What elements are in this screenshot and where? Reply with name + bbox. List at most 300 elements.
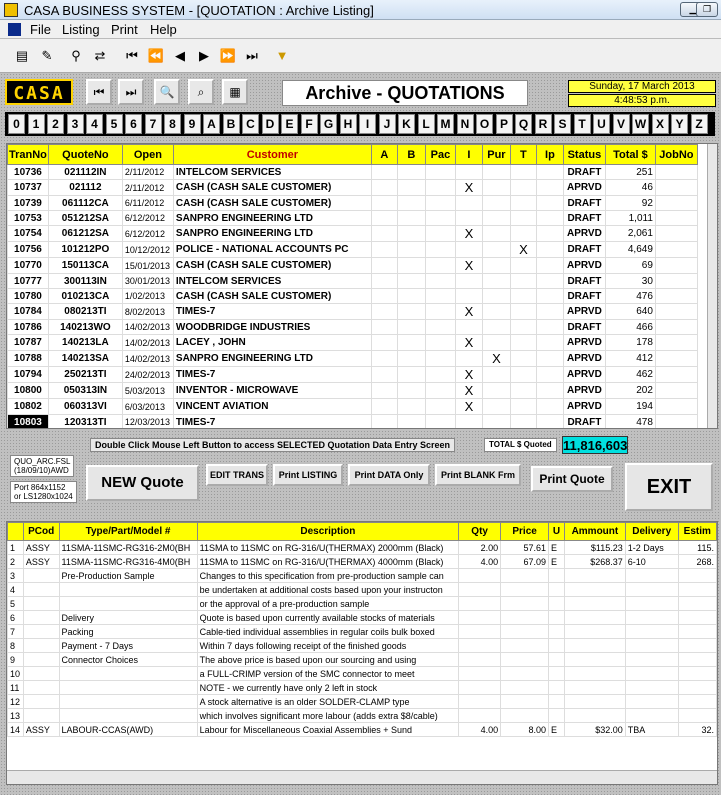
table-cell: WOODBRIDGE INDUSTRIES (173, 320, 371, 335)
lines-header-qty[interactable]: Qty (459, 523, 501, 541)
list-item[interactable] (8, 667, 717, 681)
alpha-filter-p[interactable]: P (496, 114, 513, 134)
table-cell: APRVD (563, 335, 605, 351)
line-cell (565, 653, 626, 667)
table-cell (536, 289, 563, 304)
table-cell: 6/11/2012 (122, 196, 173, 211)
table-cell: INTELCOM SERVICES (173, 165, 371, 180)
line-cell (565, 597, 626, 611)
alpha-filter-g[interactable]: G (320, 114, 337, 134)
table-row[interactable] (8, 289, 698, 304)
calculator-button[interactable]: ▦ (222, 79, 248, 105)
search-button[interactable]: 🔍 (154, 79, 180, 105)
alpha-filter-1[interactable]: 1 (28, 114, 45, 134)
line-cell: Delivery (59, 611, 197, 625)
list-item[interactable] (8, 541, 717, 555)
alpha-filter-n[interactable]: N (457, 114, 474, 134)
table-cell: 140213WO (48, 320, 122, 335)
alpha-index-bar (5, 112, 715, 136)
table-cell: APRVD (563, 367, 605, 383)
table-cell (455, 274, 482, 289)
line-cell (549, 695, 565, 709)
table-cell (482, 258, 510, 274)
grid-header-i[interactable]: I (455, 145, 482, 165)
table-cell (482, 367, 510, 383)
table-cell (536, 242, 563, 258)
line-cell: TBA (625, 723, 678, 737)
line-cell: 6 (8, 611, 24, 625)
table-cell: APRVD (563, 180, 605, 196)
list-item[interactable] (8, 681, 717, 695)
table-cell: 120313TI (48, 415, 122, 430)
line-cell: 2 (8, 555, 24, 569)
alpha-filter-w[interactable]: W (632, 114, 649, 134)
table-cell (397, 211, 425, 226)
table-cell (371, 415, 397, 430)
table-row[interactable] (8, 351, 698, 367)
last-record-icon[interactable]: ⏭ (246, 48, 258, 63)
line-cell (459, 597, 501, 611)
line-cell: Pre-Production Sample (59, 569, 197, 583)
grid-vertical-scrollbar[interactable] (707, 144, 718, 429)
line-cell (678, 625, 716, 639)
table-cell: DRAFT (563, 320, 605, 335)
grid-header-quoteno[interactable]: QuoteNo (48, 145, 122, 165)
prev-page-icon[interactable]: ⏪ (147, 48, 165, 63)
table-cell (655, 211, 697, 226)
lines-header-type-part-model-[interactable]: Type/Part/Model # (59, 523, 197, 541)
zoom-button[interactable]: ⌕ (188, 79, 214, 105)
table-cell: 101212PO (48, 242, 122, 258)
alpha-filter-2[interactable]: 2 (47, 114, 64, 134)
table-row[interactable] (8, 415, 698, 430)
table-cell: 30/01/2013 (122, 274, 173, 289)
grid-header-ip[interactable]: Ip (536, 145, 563, 165)
menu-listing[interactable]: Listing (62, 22, 100, 37)
alpha-filter-e[interactable]: E (281, 114, 298, 134)
minimize-button[interactable]: ▁ (680, 2, 706, 17)
line-cell (59, 695, 197, 709)
alpha-filter-b[interactable]: B (223, 114, 240, 134)
table-cell (536, 304, 563, 320)
alpha-filter-r[interactable]: R (535, 114, 552, 134)
table-cell: SANPRO ENGINEERING LTD (173, 211, 371, 226)
table-cell: 051212SA (48, 211, 122, 226)
alpha-filter-l[interactable]: L (418, 114, 435, 134)
table-cell (536, 320, 563, 335)
find-icon[interactable]: ⚲ (71, 48, 81, 63)
alpha-filter-3[interactable]: 3 (67, 114, 84, 134)
table-cell (536, 226, 563, 242)
line-cell (549, 569, 565, 583)
alpha-filter-v[interactable]: V (613, 114, 630, 134)
resolution-line-1: Port 864x1152 (14, 483, 66, 492)
line-cell: $115.23 (565, 541, 626, 555)
table-cell: DRAFT (563, 196, 605, 211)
line-cell (59, 583, 197, 597)
print-data-button[interactable]: Print DATA Only (348, 464, 430, 486)
table-cell: 140213SA (48, 351, 122, 367)
table-cell: CASH (CASH SALE CUSTOMER) (173, 258, 371, 274)
table-cell (536, 351, 563, 367)
lines-header-ammount[interactable]: Ammount (565, 523, 626, 541)
table-row[interactable] (8, 304, 698, 320)
table-cell: X (455, 367, 482, 383)
table-cell: X (455, 258, 482, 274)
table-row[interactable] (8, 399, 698, 415)
alpha-filter-9[interactable]: 9 (184, 114, 201, 134)
table-cell: 466 (605, 320, 655, 335)
alpha-filter-5[interactable]: 5 (106, 114, 123, 134)
table-cell (397, 242, 425, 258)
lines-horizontal-scrollbar[interactable] (7, 770, 718, 784)
list-item[interactable] (8, 583, 717, 597)
table-cell: 15/01/2013 (122, 258, 173, 274)
lines-header-u[interactable]: U (549, 523, 565, 541)
table-cell (425, 415, 455, 430)
total-value: 11,816,603 (563, 438, 628, 453)
lines-header-price[interactable]: Price (501, 523, 549, 541)
grid-header-open[interactable]: Open (122, 145, 173, 165)
line-cell (501, 569, 549, 583)
table-cell (510, 335, 536, 351)
alpha-filter-x[interactable]: X (652, 114, 669, 134)
line-cell (459, 681, 501, 695)
edit-icon[interactable]: ✎ (41, 48, 53, 63)
table-cell: 6/12/2012 (122, 226, 173, 242)
table-cell (510, 383, 536, 399)
table-row[interactable] (8, 383, 698, 399)
table-cell (371, 304, 397, 320)
grid-header-pac[interactable]: Pac (425, 145, 455, 165)
restore-button[interactable]: ❐ (696, 2, 718, 17)
table-cell: 14/02/2013 (122, 351, 173, 367)
table-row[interactable] (8, 258, 698, 274)
table-cell: APRVD (563, 399, 605, 415)
grid-header-total-[interactable]: Total $ (605, 145, 655, 165)
table-cell: 6/03/2013 (122, 399, 173, 415)
grid-header-pur[interactable]: Pur (482, 145, 510, 165)
table-cell (425, 351, 455, 367)
grid-header-tranno[interactable]: TranNo (8, 145, 49, 165)
list-item[interactable] (8, 695, 717, 709)
line-cell: 14 (8, 723, 24, 737)
line-cell (23, 611, 59, 625)
line-cell: E (549, 555, 565, 569)
alpha-filter-i[interactable]: I (359, 114, 376, 134)
lines-header-row[interactable] (8, 523, 24, 541)
table-cell: TIMES-7 (173, 415, 371, 430)
table-cell (482, 335, 510, 351)
alpha-filter-6[interactable]: 6 (125, 114, 142, 134)
line-cell (625, 583, 678, 597)
report-icon[interactable]: ▤ (15, 48, 29, 63)
table-cell (371, 274, 397, 289)
table-row[interactable] (8, 335, 698, 351)
line-cell (501, 639, 549, 653)
print-listing-button[interactable]: Print LISTING (273, 464, 343, 486)
table-cell (425, 180, 455, 196)
list-item[interactable] (8, 639, 717, 653)
line-cell: Changes to this specification from pre-production sample can (197, 569, 459, 583)
line-cell: 11 (8, 681, 24, 695)
line-cell (625, 709, 678, 723)
list-item[interactable] (8, 597, 717, 611)
alpha-filter-m[interactable]: M (437, 114, 454, 134)
line-cell: ASSY (23, 723, 59, 737)
alpha-filter-t[interactable]: T (574, 114, 591, 134)
filter-icon[interactable]: ▼ (275, 48, 289, 63)
line-cell (23, 639, 59, 653)
table-row[interactable] (8, 274, 698, 289)
table-cell (397, 258, 425, 274)
table-cell (425, 304, 455, 320)
last-button[interactable]: ⏭ (118, 79, 144, 105)
alpha-filter-z[interactable]: Z (691, 114, 708, 134)
toolbar (0, 39, 721, 73)
table-cell (397, 399, 425, 415)
table-row[interactable] (8, 165, 698, 180)
line-cell: Labour for Miscellaneous Coaxial Assemblies + Sund (197, 723, 459, 737)
table-cell: APRVD (563, 304, 605, 320)
table-row[interactable] (8, 211, 698, 226)
exit-button[interactable]: EXIT (625, 463, 713, 511)
table-cell (371, 383, 397, 399)
find-replace-icon[interactable]: ⇄ (94, 48, 106, 63)
table-cell: 10780 (8, 289, 49, 304)
table-row[interactable] (8, 226, 698, 242)
date-display: Sunday, 17 March 2013 (568, 80, 716, 93)
table-row[interactable] (8, 180, 698, 196)
line-cell (501, 695, 549, 709)
table-cell: 92 (605, 196, 655, 211)
alpha-filter-4[interactable]: 4 (86, 114, 103, 134)
table-cell (455, 415, 482, 430)
form-file-name: QUO_ARC.FSL (14, 457, 71, 466)
alpha-filter-c[interactable]: C (242, 114, 259, 134)
line-cell (678, 653, 716, 667)
alpha-filter-k[interactable]: K (398, 114, 415, 134)
first-button[interactable]: ⏮ (86, 79, 112, 105)
table-cell (510, 226, 536, 242)
list-item[interactable] (8, 653, 717, 667)
table-cell (371, 165, 397, 180)
alpha-filter-f[interactable]: F (301, 114, 318, 134)
list-item[interactable] (8, 625, 717, 639)
table-cell (510, 351, 536, 367)
table-cell: 10756 (8, 242, 49, 258)
menu-print[interactable]: Print (111, 22, 138, 37)
table-cell: 412 (605, 351, 655, 367)
line-cell (501, 611, 549, 625)
alpha-filter-s[interactable]: S (554, 114, 571, 134)
line-cell (565, 639, 626, 653)
lines-header-estim[interactable]: Estim (678, 523, 716, 541)
grid-header-b[interactable]: B (397, 145, 425, 165)
line-cell (23, 625, 59, 639)
table-cell (397, 415, 425, 430)
alpha-filter-7[interactable]: 7 (145, 114, 162, 134)
menu-help[interactable]: Help (150, 22, 177, 37)
grid-header-customer[interactable]: Customer (173, 145, 371, 165)
table-row[interactable] (8, 367, 698, 383)
table-cell (397, 304, 425, 320)
line-cell (625, 611, 678, 625)
next-page-icon[interactable]: ⏩ (219, 48, 237, 63)
table-cell: 8/02/2013 (122, 304, 173, 320)
list-item[interactable] (8, 723, 717, 737)
grid-header-a[interactable]: A (371, 145, 397, 165)
list-item[interactable] (8, 555, 717, 569)
table-cell: 10803 (8, 415, 49, 430)
table-cell: 2/11/2012 (122, 165, 173, 180)
lines-header-pcod[interactable]: PCod (23, 523, 59, 541)
line-cell (23, 653, 59, 667)
table-cell: 10788 (8, 351, 49, 367)
line-cell: Payment - 7 Days (59, 639, 197, 653)
table-cell (425, 196, 455, 211)
grid-header-t[interactable]: T (510, 145, 536, 165)
table-cell: 5/03/2013 (122, 383, 173, 399)
table-cell (371, 211, 397, 226)
table-cell: 10770 (8, 258, 49, 274)
line-cell: Connector Choices (59, 653, 197, 667)
line-cell (678, 709, 716, 723)
table-row[interactable] (8, 320, 698, 335)
line-cell (565, 667, 626, 681)
hint-text: Double Click Mouse Left Button to access SELECTED Quotation Data Entry Screen (90, 438, 455, 452)
table-cell: 050313IN (48, 383, 122, 399)
table-cell: 6/12/2012 (122, 211, 173, 226)
table-cell (455, 289, 482, 304)
alpha-filter-o[interactable]: O (476, 114, 493, 134)
table-cell (510, 180, 536, 196)
list-item[interactable] (8, 709, 717, 723)
line-cell: The above price is based upon our sourcing and using (197, 653, 459, 667)
line-cell (625, 597, 678, 611)
line-cell (23, 667, 59, 681)
form-id-box (10, 455, 74, 477)
table-cell (655, 335, 697, 351)
line-cell (549, 709, 565, 723)
menu-file[interactable]: File (30, 22, 51, 37)
table-cell (371, 335, 397, 351)
line-cell: a FULL-CRIMP version of the SMC connector to meet (197, 667, 459, 681)
table-cell (536, 196, 563, 211)
line-cell (625, 639, 678, 653)
line-cell (678, 695, 716, 709)
alpha-filter-j[interactable]: J (379, 114, 396, 134)
line-cell: E (549, 541, 565, 555)
table-cell: 462 (605, 367, 655, 383)
line-cell (565, 695, 626, 709)
table-row[interactable] (8, 242, 698, 258)
table-cell: 021112 (48, 180, 122, 196)
line-cell (565, 611, 626, 625)
alpha-filter-q[interactable]: Q (515, 114, 532, 134)
line-cell (678, 681, 716, 695)
table-row[interactable] (8, 196, 698, 211)
line-cell (459, 639, 501, 653)
alpha-filter-h[interactable]: H (340, 114, 357, 134)
table-cell (482, 226, 510, 242)
print-blank-button[interactable]: Print BLANK Frm (435, 464, 521, 486)
table-cell (397, 274, 425, 289)
table-cell (536, 335, 563, 351)
table-cell (655, 399, 697, 415)
alpha-filter-u[interactable]: U (593, 114, 610, 134)
prev-record-icon[interactable]: ◀ (175, 48, 185, 63)
line-cell: 268. (678, 555, 716, 569)
table-cell (510, 367, 536, 383)
table-cell (455, 320, 482, 335)
alpha-filter-d[interactable]: D (262, 114, 279, 134)
table-cell: 24/02/2013 (122, 367, 173, 383)
table-cell (482, 320, 510, 335)
alpha-filter-a[interactable]: A (203, 114, 220, 134)
line-cell: Cable-tied individual assemblies in regular coils bulk boxed (197, 625, 459, 639)
line-cell: 13 (8, 709, 24, 723)
table-cell (397, 383, 425, 399)
table-cell (397, 335, 425, 351)
alpha-filter-0[interactable]: 0 (8, 114, 25, 134)
alpha-filter-y[interactable]: Y (671, 114, 688, 134)
table-cell (536, 258, 563, 274)
table-cell: 061112CA (48, 196, 122, 211)
line-cell: A stock alternative is an older SOLDER-CLAMP type (197, 695, 459, 709)
line-cell (678, 667, 716, 681)
lines-header-delivery[interactable]: Delivery (625, 523, 678, 541)
line-cell: $32.00 (565, 723, 626, 737)
alpha-filter-8[interactable]: 8 (164, 114, 181, 134)
list-item[interactable] (8, 611, 717, 625)
line-cell (549, 639, 565, 653)
new-quote-button[interactable]: NEW Quote (86, 465, 199, 501)
table-cell (510, 211, 536, 226)
line-cell: 2.00 (459, 541, 501, 555)
table-cell: 476 (605, 289, 655, 304)
line-cell (501, 667, 549, 681)
table-cell: 251 (605, 165, 655, 180)
first-record-icon[interactable]: ⏮ (126, 48, 138, 63)
line-cell (501, 597, 549, 611)
grid-header-jobno[interactable]: JobNo (655, 145, 697, 165)
table-cell (510, 289, 536, 304)
table-cell: 060313VI (48, 399, 122, 415)
table-cell (482, 242, 510, 258)
line-cell: 11SMA-11SMC-RG316-4M0(BH (59, 555, 197, 569)
line-cell: $268.37 (565, 555, 626, 569)
table-cell: X (455, 399, 482, 415)
line-cell: 8 (8, 639, 24, 653)
table-cell (455, 242, 482, 258)
edit-trans-button[interactable]: EDIT TRANS (206, 464, 268, 486)
grid-header-status[interactable]: Status (563, 145, 605, 165)
lines-header-description[interactable]: Description (197, 523, 459, 541)
table-cell: 202 (605, 383, 655, 399)
table-cell: 10753 (8, 211, 49, 226)
line-cell (459, 709, 501, 723)
table-cell (455, 196, 482, 211)
print-quote-button[interactable]: Print Quote (531, 466, 613, 492)
table-cell: 640 (605, 304, 655, 320)
table-cell: 10786 (8, 320, 49, 335)
next-record-icon[interactable]: ▶ (199, 48, 209, 63)
table-cell: 69 (605, 258, 655, 274)
list-item[interactable] (8, 569, 717, 583)
line-cell (23, 597, 59, 611)
line-cell (678, 639, 716, 653)
